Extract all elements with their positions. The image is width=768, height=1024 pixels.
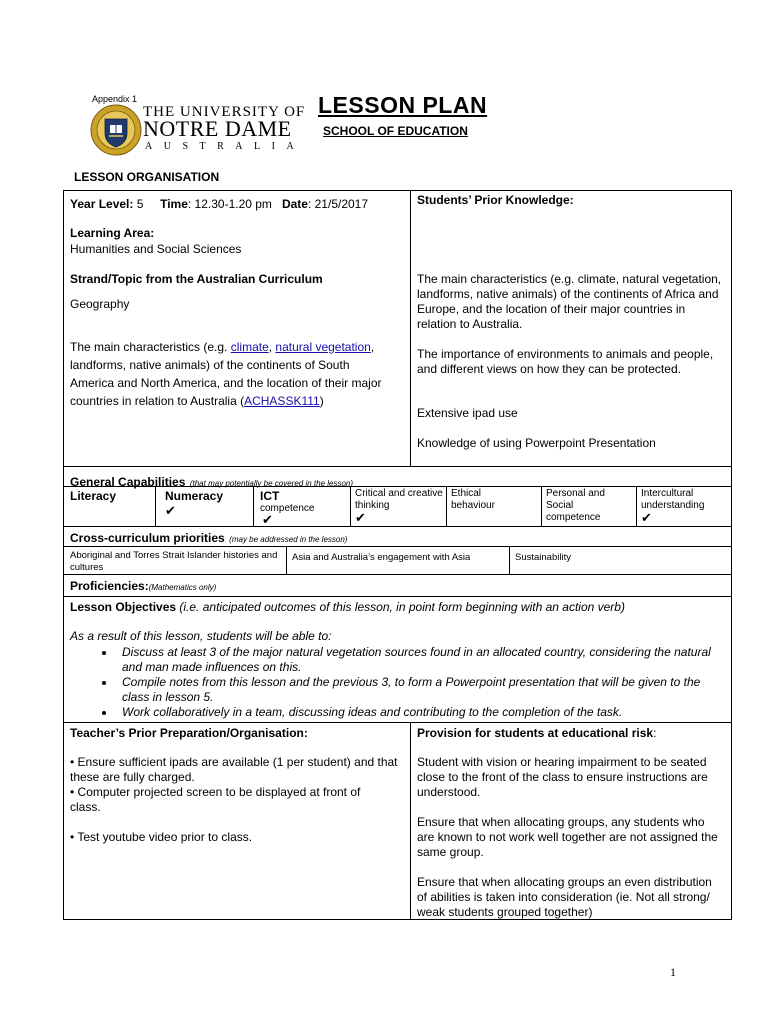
objective-item: • Work collaboratively in a team, discussing ideas and contributing to the completion of the task.	[116, 705, 720, 720]
preparation-label: Teacher’s Prior Preparation/Organisation:	[70, 726, 308, 740]
cross-curriculum-item: Asia and Australia’s engagement with Asia	[292, 552, 471, 563]
prior-knowledge-item: The importance of environments to animals and people, and different views on how they can be protected.	[417, 347, 714, 376]
section-heading: LESSON ORGANISATION	[74, 170, 220, 184]
natural-vegetation-link[interactable]: natural vegetation	[275, 340, 371, 354]
year-level-label: Year Level:	[70, 197, 134, 211]
curriculum-code-link[interactable]: ACHASSK111	[244, 394, 320, 408]
page-number: 1	[670, 965, 676, 979]
learning-area-value: Humanities and Social Sciences	[70, 242, 242, 256]
provision-colon: :	[653, 726, 657, 740]
cross-curriculum-item: Aboriginal and Torres Strait Islander histories and cultures	[70, 550, 278, 573]
university-name: NOTRE DAME	[143, 116, 292, 141]
cross-curriculum-note: (may be addressed in the lesson)	[229, 535, 348, 544]
capability-ethical: Ethical behaviour	[451, 488, 495, 511]
capability-literacy: Literacy	[70, 489, 117, 503]
capability-numeracy: Numeracy	[165, 489, 224, 503]
prior-knowledge-label: Students’ Prior Knowledge:	[417, 193, 574, 207]
critical-check-icon: ✔	[355, 510, 366, 525]
time-label: Time	[160, 197, 188, 211]
cross-curriculum-label: Cross-curriculum priorities	[70, 531, 225, 545]
page-title: LESSON PLAN	[318, 92, 488, 118]
page-subtitle: SCHOOL OF EDUCATION	[323, 124, 468, 138]
provision-item: Ensure that when allocating groups, any students who are known to not work well together are not assigned the same group.	[417, 815, 718, 859]
capability-personal: Personal and Social competence	[546, 488, 605, 523]
provision-header	[417, 726, 656, 741]
provision-item: Student with vision or hearing impairment to be seated close to the front of the class to ensure instructions are understood.	[417, 755, 708, 799]
appendix-label: Appendix 1	[92, 94, 138, 104]
description-text: countries in relation to Australia (	[70, 394, 245, 408]
prior-knowledge-item: Knowledge of using Powerpoint Presentation	[417, 436, 656, 450]
objectives-label: Lesson Objectives	[70, 600, 177, 614]
general-capabilities-label: General Capabilities	[70, 475, 186, 489]
preparation-item: • Ensure sufficient ipads are available (1 per student) and that these are fully charged.	[70, 755, 398, 784]
intercultural-check-icon: ✔	[641, 510, 652, 525]
date-value: : 21/5/2017	[307, 197, 369, 211]
university-line-1: THE UNIVERSITY OF	[143, 104, 306, 120]
preparation-item: • Computer projected screen to be displayed at front of class.	[70, 785, 361, 814]
description-text: ,	[370, 340, 375, 354]
time-value: : 12.30-1.20 pm	[187, 197, 272, 211]
numeracy-check-icon: ✔	[165, 503, 176, 518]
prior-knowledge-item: Extensive ipad use	[417, 406, 518, 420]
climate-link[interactable]: climate	[230, 340, 269, 354]
description-text: ,	[268, 340, 276, 354]
proficiencies-label: Proficiencies:	[70, 579, 149, 593]
proficiencies-note: (Mathematics only)	[148, 583, 217, 592]
capability-intercultural: Intercultural understanding	[641, 488, 705, 511]
objectives-header	[70, 600, 730, 615]
lesson-meta-row	[70, 197, 368, 212]
cross-curriculum-header	[70, 529, 347, 547]
provision-item: Ensure that when allocating groups an even distribution of abilities is taken into consideration (ie. Not all strong/ weak students grouped together)	[417, 875, 712, 919]
objective-item: • Compile notes from this lesson and the previous 3, to form a Powerpoint presentation that will be given to the class in lesson 5.	[116, 675, 720, 705]
objectives-list	[70, 645, 720, 720]
ict-check-icon: ✔	[262, 512, 273, 527]
description-line: landforms, native animals) of the continents of South	[70, 358, 350, 372]
cross-curriculum-item: Sustainability	[515, 552, 571, 563]
year-level-value: 5	[136, 197, 144, 211]
preparation-item: • Test youtube video prior to class.	[70, 830, 253, 844]
objective-item: • Discuss at least 3 of the major natural vegetation sources found in an allocated country, considering the natural and man made influences on this.	[116, 645, 720, 675]
strand-value: Geography	[70, 297, 130, 311]
general-capabilities-note: (that may potentially be covered in the lesson)	[189, 479, 354, 488]
description-text: )	[319, 394, 324, 408]
prior-knowledge-item: The main characteristics (e.g. climate, natural vegetation, landforms, native animals) of the continents of Africa and Europe, and the location of their major countries in relation to Australia.	[417, 272, 722, 331]
objectives-intro: As a result of this lesson, students will be able to:	[70, 629, 332, 643]
learning-area-label: Learning Area:	[70, 226, 155, 240]
description-line: America and North America, and the location of their major	[70, 376, 382, 390]
provision-label: Provision for students at educational risk	[417, 726, 654, 740]
university-crest-icon	[90, 103, 142, 157]
description-text: The main characteristics (e.g.	[70, 340, 231, 354]
proficiencies-header	[70, 577, 216, 595]
curriculum-description	[70, 338, 405, 410]
date-label: Date	[281, 197, 308, 211]
capability-critical: Critical and creative thinking	[355, 488, 443, 511]
capability-ict: ICT	[260, 489, 280, 503]
capability-ict-sub: competence	[260, 503, 315, 514]
objectives-note: (i.e. anticipated outcomes of this lesson, in point form beginning with an action verb)	[179, 600, 625, 614]
university-country: AUSTRALIA	[145, 141, 306, 152]
strand-label: Strand/Topic from the Australian Curriculum	[70, 272, 323, 286]
